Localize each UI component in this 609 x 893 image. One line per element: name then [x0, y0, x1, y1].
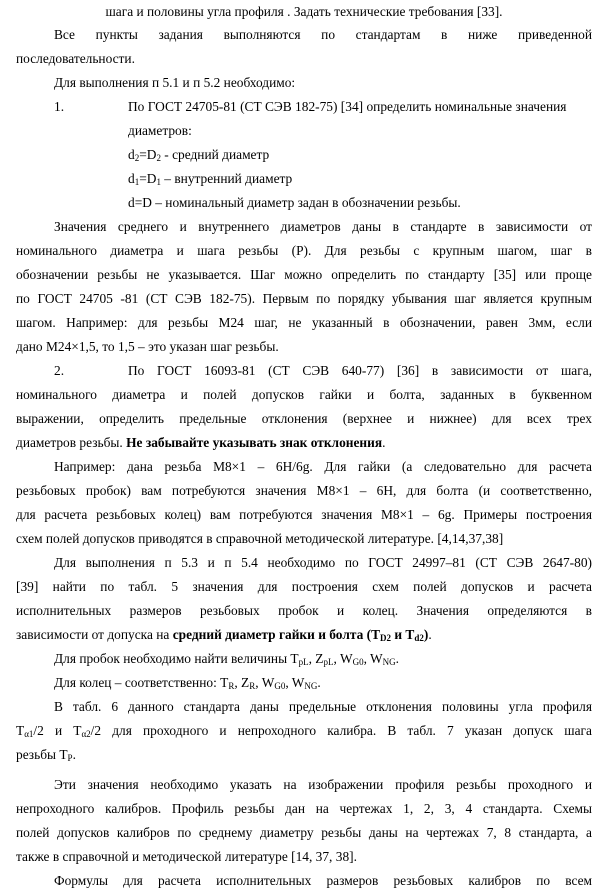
text-line: номинального диаметра и шага резьбы (Р). Для резьбы с крупным шагом, шаг в — [16, 243, 592, 258]
bold-emphasis: средний диаметр гайки и болта ($T_{D2}$ и $T_{d2}$) — [172, 627, 429, 643]
text-line: диаметров резьбы. Не забывайте указывать знак отклонения. — [16, 435, 386, 450]
text-line: диаметров: — [128, 123, 192, 138]
formula-line: d=D – номинальный диаметр задан в обозначении резьбы. — [128, 195, 461, 210]
text-line: для расчета резьбовых колец) вам потребуются значения М8×1 – 6g. Примеры построения — [16, 507, 592, 522]
text-line: Для выполнения п 5.3 и п 5.4 необходимо по ГОСТ 24997–81 (СТ СЭВ 2647-80) — [54, 555, 592, 570]
text-line: Все пункты задания выполняются по стандартам в ниже приведенной — [54, 27, 592, 42]
text-line: схем полей допусков приводятся в справочной методической литературе. [4,14,37,38] — [16, 531, 504, 546]
text-line: номинального диаметра и полей допусков гайки и болта, заданных в буквенном — [16, 387, 592, 402]
text-line: Например: дана резьба М8×1 – 6Н/6g. Для гайки (а следовательно для расчета — [54, 459, 592, 474]
text-line: последовательности. — [16, 51, 135, 66]
formula-line: $d_2=D_2$ - средний диаметр — [128, 147, 270, 163]
text-line: Формулы для расчета исполнительных размеров резьбовых калибров по всем — [54, 873, 592, 888]
text-line: Эти значения необходимо указать на изображении профиля резьбы проходного и — [54, 777, 592, 792]
text-line: В табл. 6 данного стандарта даны предельные отклонения половины угла профиля — [54, 699, 592, 714]
text-line: Для колец – соответственно: $T_R$, $Z_R$, $W_{G0}$, $W_{NG}$. — [54, 675, 321, 691]
text-line: также в справочной и методической литературе [14, 37, 38]. — [16, 849, 357, 864]
text-line: зависимости от допуска на средний диаметр гайки и болта ($T_{D2}$ и $T_{d2}$). — [16, 627, 432, 643]
bold-emphasis: Не забывайте указывать знак отклонения — [126, 435, 383, 450]
text-line: дано М24×1,5, то 1,5 – это указан шаг резьбы. — [16, 339, 279, 354]
text-line: по ГОСТ 24705 -81 (СТ СЭВ 182-75). Первым по порядку убывания шаг является крупным — [16, 291, 592, 306]
text-line: шага и половины угла профиля . Задать технические требования [33]. — [105, 4, 503, 19]
formula-line: $d_1=D_1$ – внутренний диаметр — [128, 171, 293, 187]
text-line: исполнительных размеров резьбовых пробок и колец. Значения определяются в — [16, 603, 592, 618]
text-line: Значения среднего и внутреннего диаметров даны в стандарте в зависимости от — [54, 219, 592, 234]
list-number: 2. — [54, 363, 65, 378]
text-line: обозначении резьбы не указывается. Шаг можно определить по стандарту [35] или проще — [16, 267, 592, 282]
text-line: Для пробок необходимо найти величины $T_{pL}$, $Z_{pL}$, $W_{G0}$, $W_{NG}$. — [54, 651, 400, 667]
list-number: 1. — [54, 99, 65, 114]
text-line: Для выполнения п 5.1 и п 5.2 необходимо: — [54, 75, 296, 90]
text-line: непроходного калибров. Профиль резьбы дан на чертежах 1, 2, 3, 4 стандарта. Схемы — [16, 801, 592, 816]
text-line: полей допусков калибров по среднему диаметру резьбы даны на чертежах 7, 8 стандарта, а — [16, 825, 592, 840]
text-line: [39] найти по табл. 5 значения для построения схем полей допусков и расчета — [16, 579, 592, 594]
text-line: шагом. Например: для резьбы М24 шаг, не указанный в обозначении, равен 3мм, если — [16, 315, 592, 330]
text-line: резьбовых пробок) вам потребуются значения М8×1 – 6Н, для болта (и соответственно, — [16, 483, 592, 498]
text-line: По ГОСТ 24705-81 (СТ СЭВ 182-75) [34] определить номинальные значения — [128, 99, 567, 114]
text-line: По ГОСТ 16093-81 (СТ СЭВ 640-77) [36] в зависимости от шага, — [128, 363, 592, 378]
text-line: $T_{\alpha 1}/2$ и $T_{\alpha 2}/2$ для проходного и непроходного калибра. В табл. 7 указан допуск шага — [16, 723, 592, 739]
text-line: выражении, определить предельные отклонения (верхнее и нижнее) для всех трех — [16, 411, 592, 426]
text-line: резьбы $T_P$. — [16, 747, 76, 763]
